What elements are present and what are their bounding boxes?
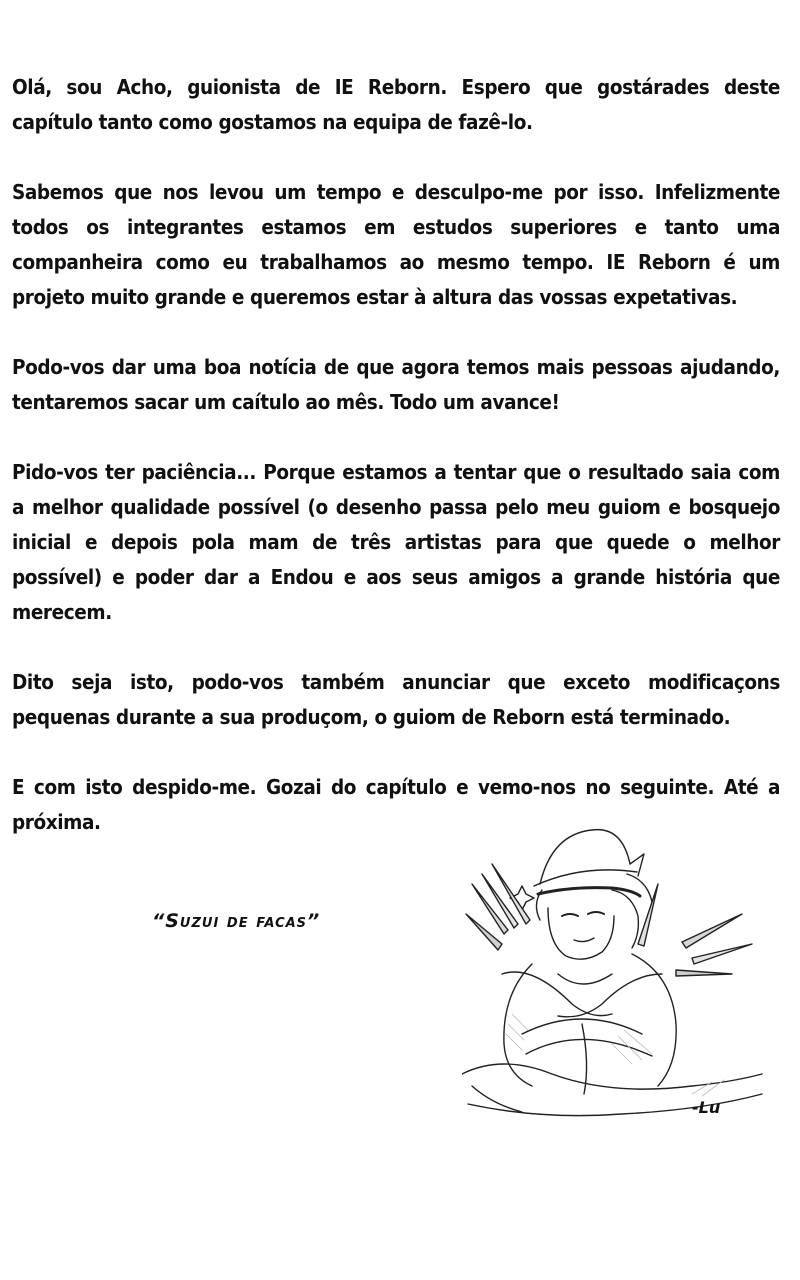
paragraph-1: Olá, sou Acho, guionista de IE Reborn. Espero que gostárades deste capítulo tanto como gostamos na equipa de fazê-lo. <box>12 75 780 134</box>
character-sketch-illustration <box>462 824 772 1120</box>
paragraph-4: Pido-vos ter paciência... Porque estamos a tentar que o resultado saia com a melhor qualidade possível (o desenho passa pelo meu guiom e bosquejo inicial e depois pola mam de três artistas para que quede o melhor possível) e poder dar a Endou e aos seus amigos a grande história que merecem. <box>12 460 780 624</box>
paragraph-5: Dito seja isto, podo-vos também anunciar que exceto modificaçons pequenas durante a sua produçom, o guiom de Reborn está terminado. <box>12 670 780 729</box>
artist-signature: -Lu <box>692 1098 721 1117</box>
paragraph-2: Sabemos que nos levou um tempo e desculpo-me por isso. Infelizmente todos os integrantes estamos em estudos superiores e tanto uma companheira como eu trabalhamos ao mesmo tempo. IE Reborn é um projeto muito grande e queremos estar à altura das vossas expetativas. <box>12 180 780 309</box>
paragraph-6: E com isto despido-me. Gozai do capítulo e vemo-nos no seguinte. Até a próxima. <box>12 775 780 834</box>
paragraph-3: Podo-vos dar uma boa notícia de que agora temos mais pessoas ajudando, tentaremos sacar um caítulo ao mês. Todo um avance! <box>12 355 780 414</box>
illustration-caption: “Suzui de facas” <box>152 910 321 932</box>
letter-body <box>12 70 780 875</box>
